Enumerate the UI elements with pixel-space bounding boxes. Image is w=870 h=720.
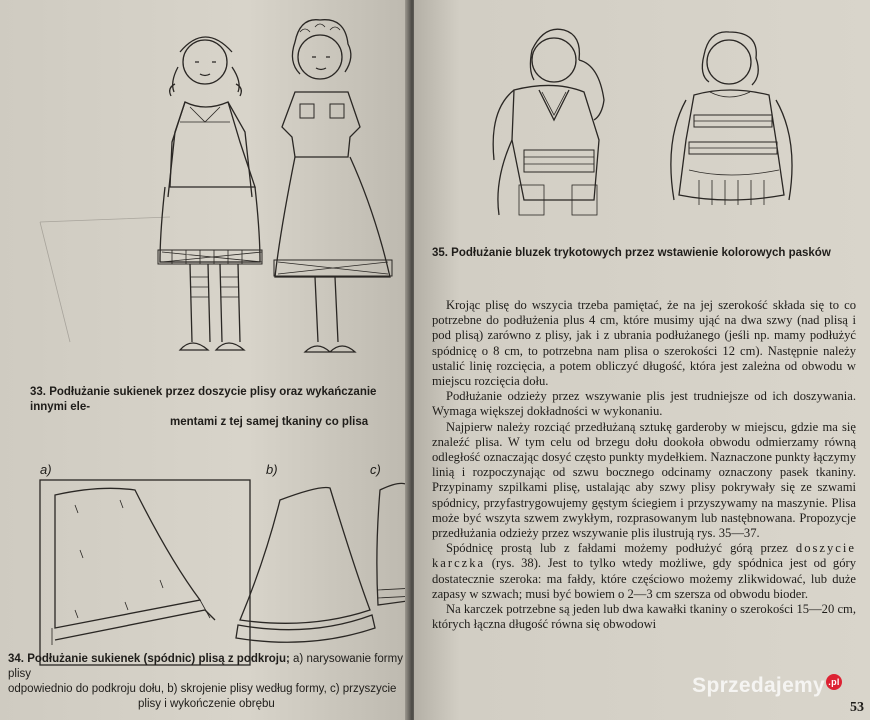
figure-34-caption-line2: odpowiednio do podkroju dołu, b) skrojenie plisy według formy, c) przyszycie [8, 683, 397, 695]
figure-33-caption [30, 385, 408, 430]
figure-34-caption-part-a: a) narysowanie formy plisy [8, 653, 403, 680]
figure-34-caption [8, 652, 412, 712]
sprzedajemy-watermark [692, 674, 842, 698]
watermark-badge: .pl [826, 674, 842, 690]
figure-34-label-b: b) [266, 462, 278, 477]
paragraph-4 [432, 541, 856, 602]
figure-34-diagram [30, 470, 412, 670]
figure-34-caption-line3: plisy i wykończenie obrębu [138, 698, 275, 710]
figure-34-label-a: a) [40, 462, 52, 477]
page-number: 53 [850, 700, 864, 715]
figure-34-caption-title: Podłużanie sukienek (spódnic) plisą z podkroju; [27, 653, 290, 665]
paragraph-4-end: (rys. 38). Jest to tylko wtedy możliwe, gdy spódnica jest od góry dostatecznie szeroka: ma fałdy, które częściowo możemy zlikwidować, lub duże zapasy w szwach; musi być bowiem o 2—3 cm szersza od obwodu bioder. [432, 556, 856, 601]
left-page [0, 0, 412, 720]
paragraph-5: Na karczek potrzebne są jeden lub dwa kawałki tkaniny o szerokości 15—20 cm, których łączna długość równa się obwodowi [432, 602, 856, 632]
figure-33-caption-line1: Podłużanie sukienek przez doszycie plisy oraz wykańczanie innymi ele- [30, 386, 377, 413]
figure-33-illustration [150, 12, 400, 377]
paragraph-4-emphasis: doszycie karczka [432, 541, 856, 571]
figure-35-caption [432, 246, 862, 261]
paragraph-1: Krojąc plisę do wszycia trzeba pamiętać, że na jej szerokość składa się to co potrzebne do podłużenia plus 4 cm, które musimy ująć na dwa szwy (nad plisą i pod plisą) zarówno z plisy, jak i z ubrania podłużanego (jeśli np. mamy podłużyć spódnicę o 8 cm, to potrzebna nam plisa o szerokości 12 cm). Następnie należy ustalić linię rozcięcia, a potem obliczyć długość, która jest zależna od obwodu w miejscu rozcięcia dołu. [432, 298, 856, 389]
paragraph-3: Najpierw należy rozciąć przedłużaną sztukę garderoby w miejscu, gdzie ma się znaleźć plisa. W tym celu od brzegu dołu dookoła obwodu odmierzamy równą odległość oznaczając dosyć często punkty mydełkiem. Naznaczone punkty łączymy linią i rozpoczynając od szwu bocznego odcinamy oznaczony pasek tkaniny. Przypinamy szpilkami plisę, ustalając aby szwy plisy pokrywały się ze szwami spódnicy, przyfastrygowujemy gęstym ściegiem i przyszywamy na maszynie. Plisa może być wszyta szwem zwykłym, rozprasowanym lub nastębnowana. Propozycje przedłużania odzieży przez wszywanie plis ilustrują rys. 35—37. [432, 419, 856, 541]
figure-34-label-c: c) [370, 462, 381, 477]
body-text [432, 298, 856, 632]
paragraph-2: Podłużanie odzieży przez wszywanie plis jest trudniejsze od ich doszywania. Wymaga większej dokładności w wykonaniu. [432, 389, 856, 419]
watermark-text: Sprzedajemy [692, 674, 825, 697]
figure-33-caption-line2: mentami z tej samej tkaniny co plisa [170, 416, 369, 428]
figure-35-illustration [484, 20, 824, 235]
figure-35-caption-text: 35. Podłużanie bluzek trykotowych przez wstawienie kolorowych pasków [432, 247, 831, 259]
figure-34-number: 34. [8, 653, 24, 665]
paragraph-4-start: Spódnicę prostą lub z fałdami możemy podłużyć górą przez [446, 541, 788, 556]
figure-33-number: 33. [30, 386, 46, 398]
